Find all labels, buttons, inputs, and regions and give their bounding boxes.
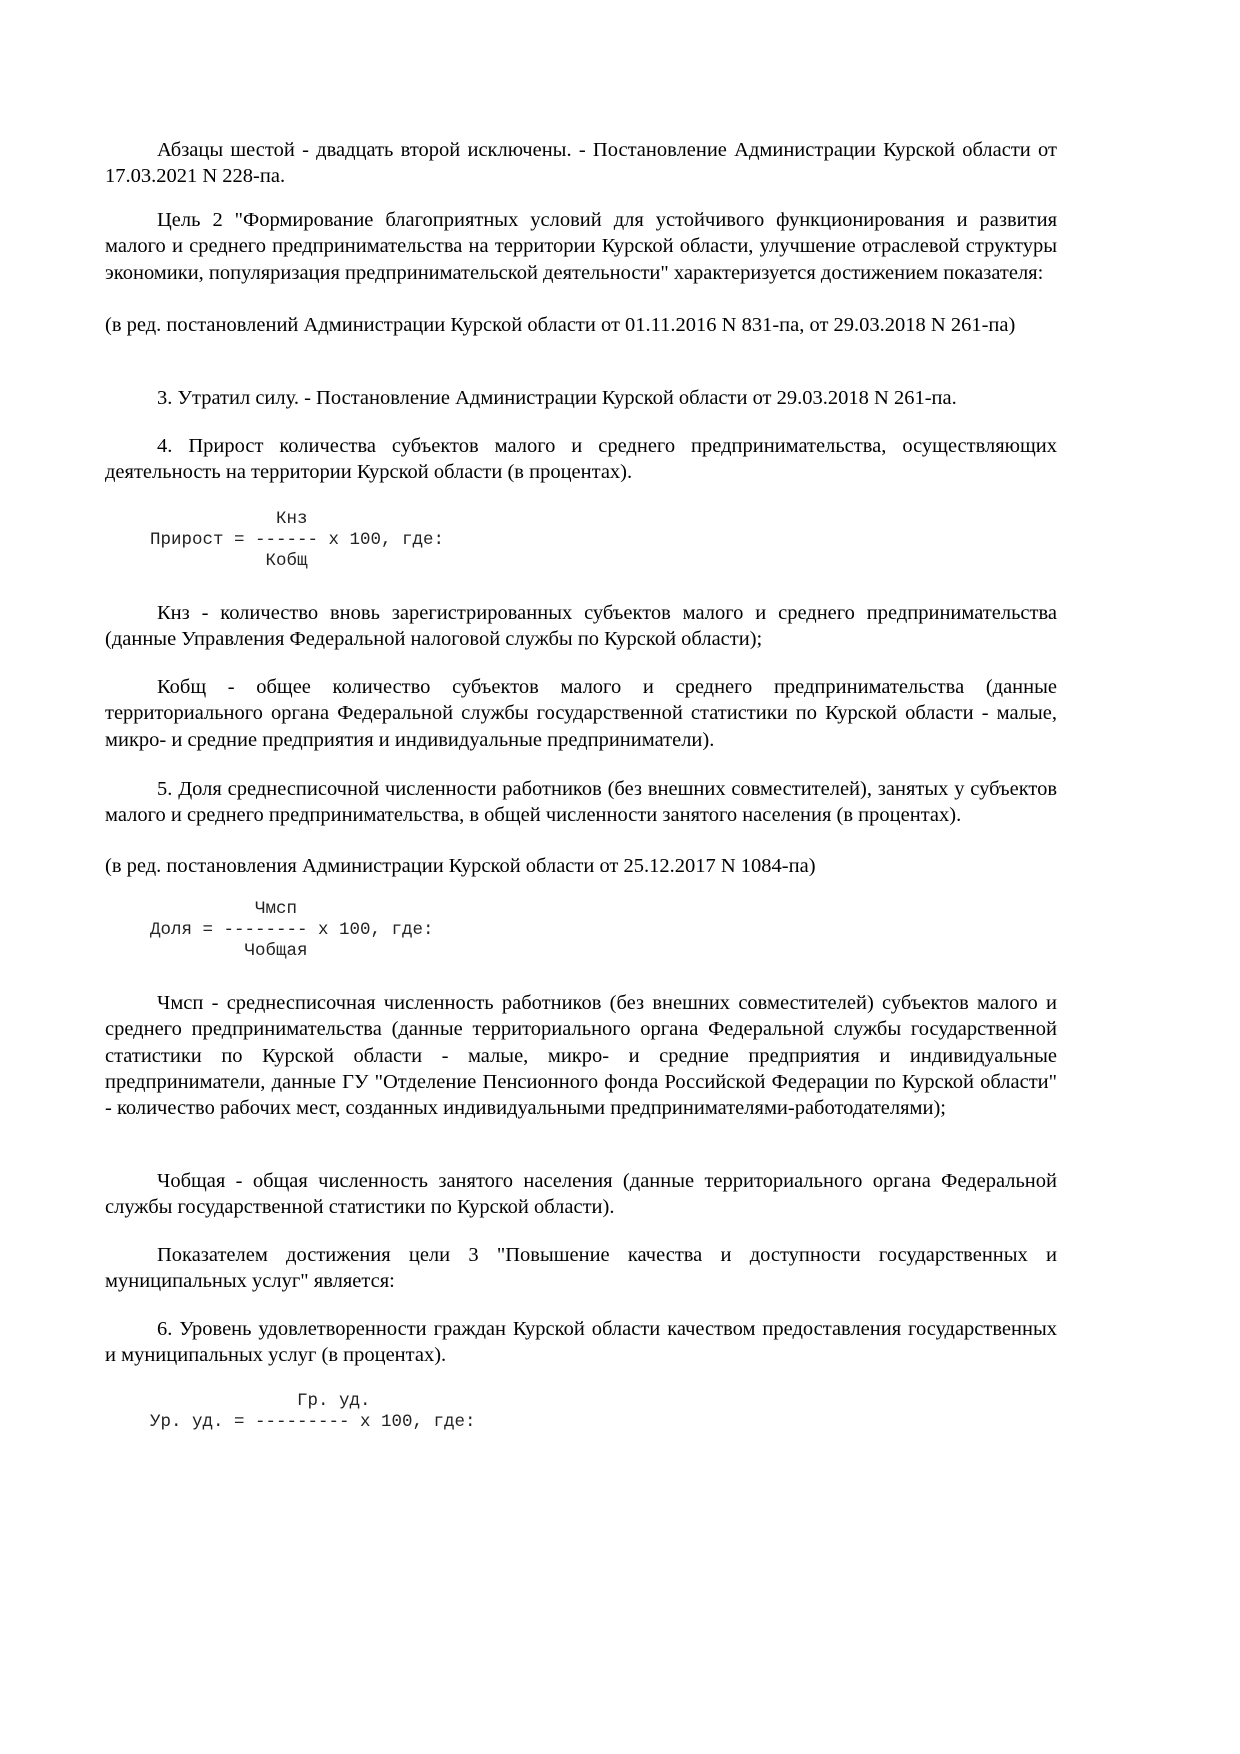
amendment-note-goal-2: (в ред. постановлений Администрации Курской области от 01.11.2016 N 831-па, от 29.03.2018 N 261-па) xyxy=(105,314,1016,336)
definition-kobsch: Кобщ - общее количество субъектов малого и среднего предпринимательства (данные территориального органа Федеральной службы государственной статистики по Курской области - малые, микро- и средние предприятия и индивидуальные предприниматели). xyxy=(105,676,1057,751)
formula-growth: Кнз Прирост = ------ x 100, где: Кобщ xyxy=(150,509,445,571)
definition-chmsp: Чмсп - среднесписочная численность работников (без внешних совместителей) субъектов малого и среднего предпринимательства (данные территориального органа Федеральной службы государственной статистики по Курской области - малые, микро- и средние предприятия и индивидуальные предприниматели, данные ГУ "Отделение Пенсионного фонда Российской Федерации по Курской области" - количество рабочих мест, созданных индивидуальными предпринимателями-работодателями); xyxy=(105,992,1057,1120)
paragraph-goal-3: Показателем достижения цели 3 "Повышение качества и доступности государственных и муниципальных услуг" является: xyxy=(105,1244,1057,1293)
formula-satisfaction: Гр. уд. Ур. уд. = --------- x 100, где: xyxy=(150,1391,476,1432)
paragraph-item-3: 3. Утратил силу. - Постановление Администрации Курской области от 29.03.2018 N 261-па. xyxy=(157,387,957,409)
paragraph-item-4: 4. Прирост количества субъектов малого и среднего предпринимательства, осуществляющих деятельность на территории Курской области (в процентах). xyxy=(105,435,1057,484)
amendment-note-item-5: (в ред. постановления Администрации Курской области от 25.12.2017 N 1084-па) xyxy=(105,855,816,877)
paragraph-item-6: 6. Уровень удовлетворенности граждан Курской области качеством предоставления государственных и муниципальных услуг (в процентах). xyxy=(105,1318,1057,1367)
definition-knz: Кнз - количество вновь зарегистрированных субъектов малого и среднего предпринимательства (данные Управления Федеральной налоговой службы по Курской области); xyxy=(105,602,1057,651)
definition-chobsch: Чобщая - общая численность занятого населения (данные территориального органа Федеральной службы государственной статистики по Курской области). xyxy=(105,1170,1057,1219)
formula-share: Чмсп Доля = -------- x 100, где: Чобщая xyxy=(150,899,434,961)
paragraph-item-5: 5. Доля среднесписочной численности работников (без внешних совместителей), занятых у субъектов малого и среднего предпринимательства, в общей численности занятого населения (в процентах). xyxy=(105,778,1057,827)
paragraph-goal-2: Цель 2 "Формирование благоприятных условий для устойчивого функционирования и развития малого и среднего предпринимательства на территории Курской области, улучшение отраслевой структуры экономики, популяризация предпринимательской деятельности" характеризуется достижением показателя: xyxy=(105,209,1057,284)
paragraph-excluded-notice: Абзацы шестой - двадцать второй исключены. - Постановление Администрации Курской области от 17.03.2021 N 228-па. xyxy=(105,139,1057,188)
